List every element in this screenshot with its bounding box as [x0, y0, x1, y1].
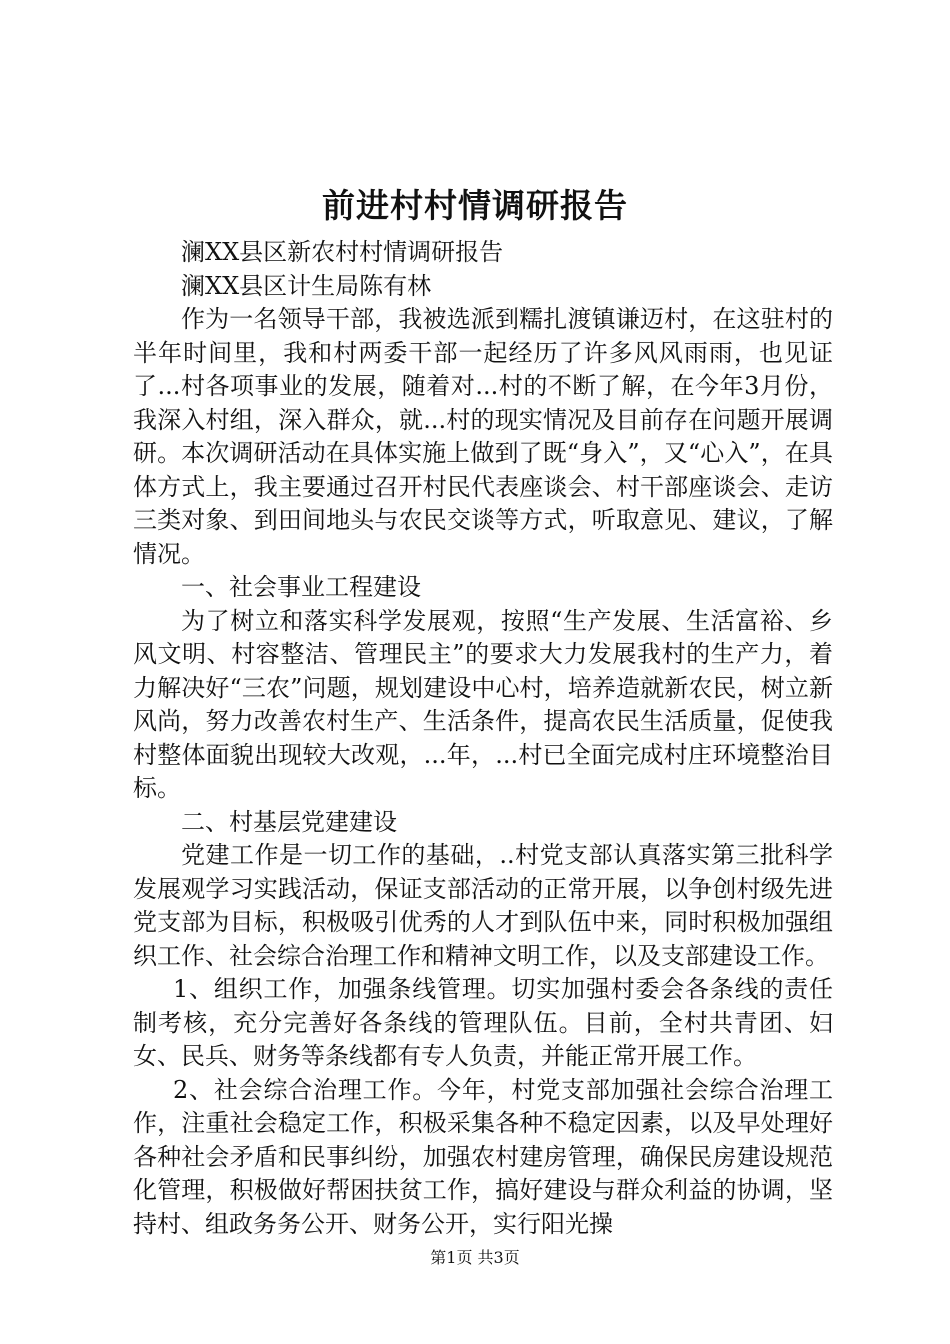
body-paragraph: 作为一名领导干部，我被选派到糯扎渡镇谦迈村，在这驻村的半年时间里，我和村两委干部一起经历了许多风风雨雨，也见证了...村各项事业的发展，随着对...村的不断了解，在今年3月份，我深入村组，深入群众，就...村的现实情况及目前存在问题开展调研。本次调研活动在具体实施上做到了既“身入”，又“心入”，在具体方式上，我主要通过召开村民代表座谈会、村干部座谈会、走访三类对象、到田间地头与农民交谈等方式，听取意见、建议，了解情况。: [133, 305, 833, 568]
page-footer: 第1页 共3页: [430, 1248, 520, 1267]
document-title: 前进村村情调研报告: [322, 186, 628, 225]
list-item: 2、社会综合治理工作。今年，村党支部加强社会综合治理工作，注重社会稳定工作，积极采集各种不稳定因素，以及早处理好各种社会矛盾和民事纠纷，加强农村建房管理，确保民房建设规范化管理，积极做好帮困扶贫工作，搞好建设与群众利益的协调，坚持村、组政务务公开、财务公开，实行阳光操: [133, 1075, 833, 1238]
author-line: 澜XX县区计生局陈有林: [181, 271, 432, 300]
document-body: [133, 236, 833, 1241]
section-heading: 一、社会事业工程建设: [181, 573, 421, 601]
body-paragraph: 党建工作是一切工作的基础，..村党支部认真落实第三批科学发展观学习实践活动，保证支部活动的正常开展，以争创村级先进党支部为目标，积极吸引优秀的人才到队伍中来，同时积极加强组织工作、社会综合治理工作和精神文明工作，以及支部建设工作。: [133, 841, 833, 970]
list-item: 1、组织工作，加强条线管理。切实加强村委会各条线的责任制考核，充分完善好各条线的管理队伍。目前，全村共青团、妇女、民兵、财务等条线都有专人负责，并能正常开展工作。: [133, 975, 833, 1070]
body-paragraph: 为了树立和落实科学发展观，按照“生产发展、生活富裕、乡风文明、村容整洁、管理民主”的要求大力发展我村的生产力，着力解决好“三农”问题，规划建设中心村，培养造就新农民，树立新风尚，努力改善农村生产、生活条件，提高农民生活质量，促使我村整体面貌出现较大改观，...年，...村已全面完成村庄环境整治目标。: [133, 606, 833, 802]
subtitle-line: 澜XX县区新农村村情调研报告: [181, 238, 504, 266]
section-heading: 二、村基层党建建设: [181, 807, 397, 836]
